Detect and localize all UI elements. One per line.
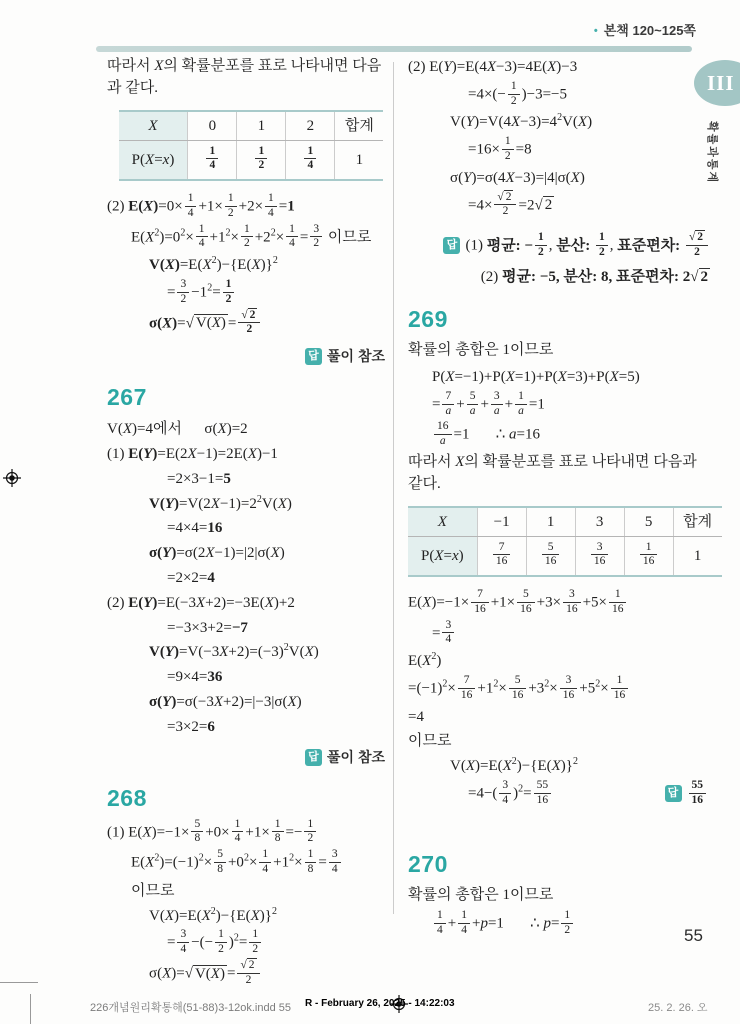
- table-cell: $\frac{1}{16}$: [624, 536, 673, 576]
- probability-table: [119, 110, 384, 182]
- table-cell: 1: [237, 111, 286, 141]
- equation-line: σ(Y)=σ(−3X+2)=|−3|σ(X): [149, 694, 302, 711]
- equation-line: $V(Y)=V(4X-3)=4^2V(X)$: [450, 112, 593, 131]
- table-cell: P(X=x): [119, 140, 188, 180]
- equation-line: P(X=−1)+P(X=1)+P(X=3)+P(X=5): [432, 369, 640, 386]
- probability-table-wrap: [107, 110, 395, 182]
- table-cell: 1: [335, 140, 384, 180]
- equation-line: $E(X^2)$: [408, 651, 442, 670]
- problem-number: 268: [107, 784, 147, 811]
- header-rule: [96, 46, 692, 52]
- equation-line: V(X)=4에서 σ(X)=2: [107, 421, 248, 438]
- equation-line: =2×2=4: [167, 570, 215, 587]
- equation-line: E(X)=−1× $\frac{7}{16}$ +1× $\frac{5}{16}$ +3× $\frac{3}{16}$ +5× $\frac{1}{16}$: [408, 589, 710, 618]
- equation-block: [408, 910, 710, 939]
- answer-line: [107, 747, 395, 767]
- chapter-label: 확률과통계: [706, 121, 718, 185]
- footer-date: 25. 2. 26. 오: [648, 1002, 708, 1014]
- equation-line: =4: [408, 708, 424, 725]
- equation-line: =9×4=36: [167, 669, 223, 686]
- footer-filename: 226개념원리확통해(51-88)3-12ok.indd 55: [90, 1002, 291, 1014]
- table-cell: 합계: [673, 507, 722, 537]
- equation-line: =2×3−1=5: [167, 470, 231, 487]
- table-cell: P(X=x): [408, 536, 477, 576]
- equation-line: 이므로: [131, 882, 175, 899]
- equation-line: $V(X)=E(X^2)-\{E(X)\}^2$: [149, 255, 278, 274]
- problem-number: 270: [408, 850, 448, 877]
- equation-line: σ(X)=√ V(X) = $\frac{√ 2}{2}$: [107, 310, 395, 339]
- equation-line: (1) E(X)=−1× $\frac{5}{8}$ +0× $\frac{1}{4}$ +1× $\frac{1}{8}$ =− $\frac{1}{2}$: [107, 819, 395, 848]
- equation-line: (2) E(Y)=E(−3X+2)=−3E(X)+2: [107, 594, 295, 611]
- answer-text: 풀이 참조: [327, 748, 385, 765]
- equation-line: =4×(− $\frac{1}{2}$ )−3=−5: [468, 79, 567, 107]
- equation-line: σ(X)=√ V(X) = $\frac{√ 2}{2}$: [107, 960, 395, 989]
- equation-line: =−3×3+2=−7: [167, 619, 248, 636]
- equation-block: [408, 589, 710, 778]
- crop-mark: [30, 994, 31, 1024]
- table-cell: 2: [286, 111, 335, 141]
- equation-line: $E(X^2)=0^2\times$ $\frac{1}{4}$ $+1^2\times$ $\frac{1}{2}$ $+2^2\times$ $\frac{1}{4}$ = $\frac{3}{2}$ 이므로: [131, 222, 372, 250]
- equation-line: =16× $\frac{1}{2}$ =8: [468, 135, 532, 162]
- equation-with-answer: [408, 780, 710, 809]
- solution-text: 따라서 X의 확률분포를 표로 나타내면 다음과 같다.: [107, 58, 382, 96]
- equation-line: (1) E(Y)=E(2X−1)=2E(X)−1: [107, 446, 278, 463]
- page-number: 55: [684, 926, 703, 945]
- equation-line: $V(X)=E(X^2)-\{E(X)\}^2$: [149, 905, 277, 924]
- table-cell: $\frac{3}{16}$: [575, 536, 624, 576]
- answer-value: 답 $\frac{55}{16}$: [665, 780, 711, 809]
- answer-text: 풀이 참조: [327, 348, 385, 365]
- crop-mark: [0, 982, 38, 983]
- equation-block: [107, 418, 395, 738]
- equation-line: = $\frac{3}{4}$ −(− $\frac{1}{2}$ )$^2$= $\frac{1}{2}$: [107, 929, 395, 958]
- table-cell: $\frac{1}{2}$: [237, 140, 286, 180]
- chapter-number: III: [707, 70, 735, 95]
- answer-block: [408, 232, 710, 288]
- equation-line: =4×4=16: [167, 520, 223, 537]
- table-cell: $\frac{5}{16}$: [526, 536, 575, 576]
- equation-block: [408, 56, 710, 220]
- equation-line: (2) E(X)=0× $\frac{1}{4}$ +1× $\frac{1}{2}$ +2× $\frac{1}{4}$ =1: [107, 192, 295, 219]
- equation-line: 이므로: [408, 733, 452, 750]
- table-cell: 합계: [335, 111, 384, 141]
- table-cell: 3: [575, 507, 624, 537]
- equation-block: [107, 819, 395, 989]
- equation-line: $\frac{16}{a}$ =1 ∴ a=16: [408, 421, 710, 450]
- equation-line: = $\frac{3}{2}$ $-1^2=$ $\frac{1}{2}$: [107, 279, 395, 308]
- equation-line: =3×2=6: [167, 718, 215, 735]
- equation-line: = $\frac{7}{a}$ + $\frac{5}{a}$ + $\frac{3}{a}$ + $\frac{1}{a}$ =1: [432, 389, 545, 417]
- table-cell: $\frac{7}{16}$: [477, 536, 526, 576]
- answer-line: (2) 평균: −5, 분산: 8, 표준편차: 2√ 2: [480, 268, 708, 285]
- probability-table-wrap: [408, 506, 713, 578]
- equation-line: $V(X)=E(X^2)-\{E(X)\}^2$: [450, 756, 578, 775]
- answer-badge: 답: [665, 785, 682, 802]
- answer-badge: 답: [305, 348, 322, 365]
- answer-line: [107, 346, 395, 366]
- table-cell: $\frac{1}{4}$: [286, 140, 335, 180]
- footer-print-stamp: R - February 26, 2025 - 14:22:03: [305, 998, 455, 1009]
- equation-line: $=(-1)^2\times$ $\frac{7}{16}$ $+1^2\times$ $\frac{5}{16}$ $+3^2\times$ $\frac{3}{16}$ $+5^2\times$ $\frac{1}{16}$: [408, 675, 710, 704]
- equation-line: =4× $\frac{√ 2}{2}$ =2√ 2: [468, 190, 553, 218]
- table-cell: 5: [624, 507, 673, 537]
- solution-text: 확률의 총합은 1이므로: [408, 886, 554, 903]
- table-cell: −1: [477, 507, 526, 537]
- equation-line: =4−( $\frac{3}{4}$ )$^2$= $\frac{55}{16}$: [408, 780, 553, 809]
- equation-line: σ(Y)=σ(4X−3)=|4|σ(X): [450, 169, 585, 186]
- problem-number: 269: [408, 306, 448, 333]
- registration-mark-icon: [3, 469, 21, 487]
- equation-line: = $\frac{3}{4}$: [408, 620, 710, 649]
- table-cell: $\frac{1}{4}$: [188, 140, 237, 180]
- equation-line: $E(X^2)=(-1)^2\times$ $\frac{5}{8}$ $+0^2\times$ $\frac{1}{4}$ $+1^2\times$ $\frac{1}{8}$ = $\frac{3}{4}$: [107, 849, 395, 878]
- equation-block: [107, 193, 395, 338]
- equation-line: $V(Y)=V(2X-1)=2^2V(X)$: [149, 493, 292, 512]
- equation-line: $\frac{1}{4}$ + $\frac{1}{4}$ +p=1 ∴ p= $\frac{1}{2}$: [408, 910, 710, 939]
- equation-line: $V(Y)=V(-3X+2)=(-3)^2V(X)$: [149, 642, 319, 661]
- solution-text: 확률의 총합은 1이므로: [408, 342, 554, 359]
- left-column: [107, 54, 395, 991]
- equation-line: σ(Y)=σ(2X−1)=|2|σ(X): [149, 545, 285, 562]
- probability-table: [408, 506, 722, 578]
- equation-line: (2) E(Y)=E(4X−3)=4E(X)−3: [408, 59, 578, 75]
- problem-number: 267: [107, 384, 147, 411]
- bullet-icon: •: [593, 25, 598, 37]
- answer-badge: 답: [443, 237, 460, 254]
- page-reference: [594, 20, 696, 39]
- page-reference-label: 본책 120~125쪽: [603, 23, 696, 38]
- equation-block: [408, 366, 710, 450]
- answer-line: 답 (1) 평균: − $\frac{1}{2}$ , 분산: $\frac{1}{2}$ , 표준편차: $\frac{√ 2}{2}$: [408, 232, 710, 261]
- table-cell: 0: [188, 111, 237, 141]
- solution-text: 따라서 X의 확률분포를 표로 나타내면 다음과 같다.: [408, 454, 697, 492]
- table-cell: 1: [526, 507, 575, 537]
- table-cell: X: [408, 507, 477, 537]
- table-cell: 1: [673, 536, 722, 576]
- answer-badge: 답: [305, 749, 322, 766]
- table-cell: X: [119, 111, 188, 141]
- column-divider: [393, 62, 394, 914]
